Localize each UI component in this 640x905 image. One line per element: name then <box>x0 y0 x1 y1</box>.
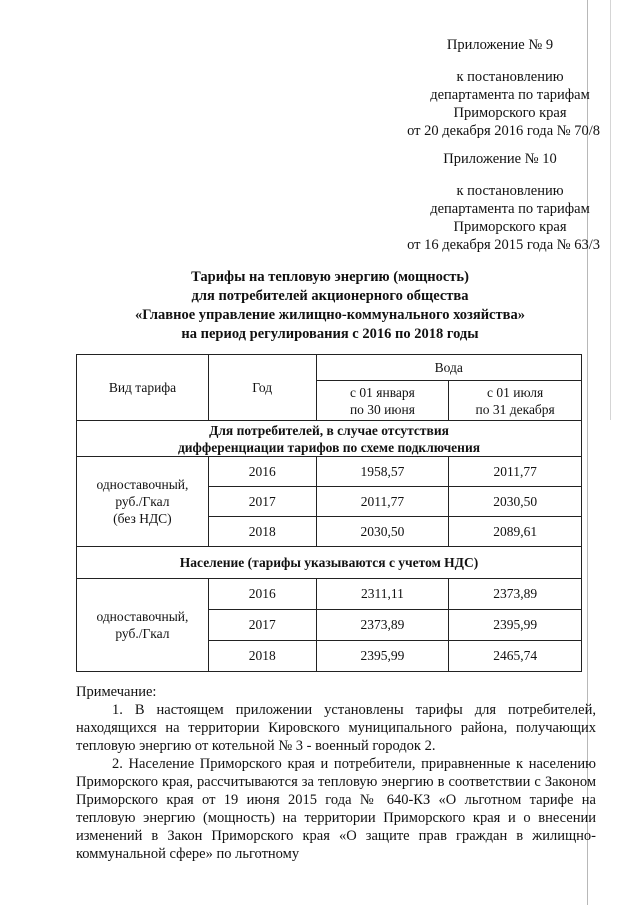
year-cell: 2017 <box>208 487 316 517</box>
section-2-heading-row <box>77 547 582 579</box>
title-line-2: для потребителей акционерного общества <box>191 288 469 304</box>
header-period-1-line-1: с 01 января <box>350 384 415 400</box>
tariff-h2-cell: 2465,74 <box>449 641 582 672</box>
title-line-3: «Главное управление жилищно-коммунального хозяйства» <box>135 307 525 323</box>
tariff-h1-cell: 2373,89 <box>316 610 449 641</box>
tariffs-table <box>76 354 582 672</box>
tariff-h1-cell: 2395,99 <box>316 641 449 672</box>
tariff-h1-cell: 2311,11 <box>316 579 449 610</box>
section-1-tariff-type <box>77 457 209 547</box>
header-period-1-line-2: по 30 июня <box>349 401 415 417</box>
header-period-2-line-1: с 01 июля <box>487 384 544 400</box>
appendix-9-line2: департамента по тарифам <box>430 87 590 103</box>
header-period-1 <box>316 381 449 421</box>
table-row <box>77 579 582 610</box>
tariff-h1-cell: 2011,77 <box>316 487 449 517</box>
year-cell: 2016 <box>208 579 316 610</box>
tariff-h2-cell: 2373,89 <box>449 579 582 610</box>
table-header-row <box>77 355 582 381</box>
section-2-tariff-type <box>77 579 209 672</box>
appendix-9-line3: Приморского края <box>453 105 567 121</box>
section-1-heading-line-2: дифференциации тарифов по схеме подключения <box>177 439 481 455</box>
scan-artifact-line <box>610 0 611 420</box>
header-year: Год <box>208 355 316 421</box>
year-cell: 2017 <box>208 610 316 641</box>
tariff-h2-cell: 2011,77 <box>449 457 582 487</box>
note-item-1: 1. В настоящем приложении установлены тарифы для потребителей, находящихся на территории Кировского муниципального района, получающих тепловую энергию от котельной № 3 - военный городок 2. <box>76 702 596 754</box>
title-line-1: Тарифы на тепловую энергию (мощность) <box>191 269 469 285</box>
section-1-tariff-line-2: руб./Гкал <box>115 494 170 509</box>
table-row <box>77 457 582 487</box>
appendix-10-title: Приложение № 10 <box>443 151 557 167</box>
header-period-2-line-2: по 31 декабря <box>475 401 555 417</box>
document-title <box>70 268 590 344</box>
appendix-10-line2: департамента по тарифам <box>430 201 590 217</box>
appendix-10-line1: к постановлению <box>456 183 564 199</box>
note-item-2: 2. Население Приморского края и потребители, приравненные к населению Приморского края, рассчитываются за тепловую энергию в соответствии с Законом Приморского края от 19 июня 2015 года № 640-КЗ «О льготном тарифе на тепловую энергию (мощность) на территории Приморского края и о внесении изменений в Закон Приморского края «О защите прав граждан в жилищно-коммунальной сфере» по льготному <box>76 756 596 862</box>
appendix-9-line1: к постановлению <box>456 69 564 85</box>
section-1-heading-line-1: Для потребителей, в случае отсутствия <box>209 422 449 438</box>
tariff-h1-cell: 2030,50 <box>316 517 449 547</box>
header-period-2 <box>449 381 582 421</box>
section-2-heading: Население (тарифы указываются с учетом НДС) <box>77 547 582 579</box>
section-1-tariff-line-1: одноставочный, <box>96 477 189 492</box>
appendix-9-line4: от 20 декабря 2016 года № 70/8 <box>407 123 600 139</box>
tariff-h2-cell: 2030,50 <box>449 487 582 517</box>
tariff-h2-cell: 2089,61 <box>449 517 582 547</box>
year-cell: 2016 <box>208 457 316 487</box>
section-1-tariff-line-3: (без НДС) <box>113 511 172 526</box>
appendix-10-header <box>380 150 600 254</box>
appendix-9-header <box>380 36 600 140</box>
section-2-tariff-line-2: руб./Гкал <box>115 626 170 641</box>
year-cell: 2018 <box>208 517 316 547</box>
notes-heading: Примечание: <box>76 684 157 700</box>
appendix-10-line4: от 16 декабря 2015 года № 63/3 <box>407 237 600 253</box>
header-water: Вода <box>316 355 581 381</box>
year-cell: 2018 <box>208 641 316 672</box>
appendix-10-line3: Приморского края <box>453 219 567 235</box>
notes-section <box>76 683 596 863</box>
section-1-heading <box>77 421 582 457</box>
section-2-tariff-line-1: одноставочный, <box>96 609 189 624</box>
title-line-4: на период регулирования с 2016 по 2018 годы <box>181 326 479 342</box>
tariff-h1-cell: 1958,57 <box>316 457 449 487</box>
tariff-h2-cell: 2395,99 <box>449 610 582 641</box>
appendix-9-title: Приложение № 9 <box>446 37 554 53</box>
section-1-heading-row <box>77 421 582 457</box>
header-tariff-type: Вид тарифа <box>77 355 209 421</box>
